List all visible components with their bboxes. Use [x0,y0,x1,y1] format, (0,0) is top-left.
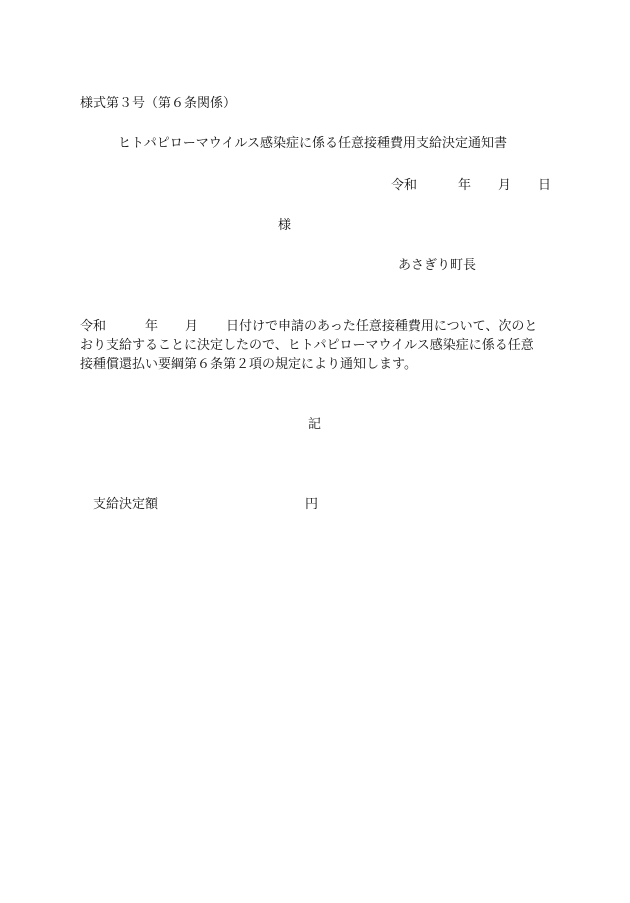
body-line-1 [0,320,630,336]
date-day-label: 日 [538,178,552,193]
body-era: 令和 [80,319,107,334]
date-era: 令和 [391,178,418,193]
document-title: ヒトパピローマウイルス感染症に係る任意接種費用支給決定通知書 [118,136,507,151]
amount-row [0,498,630,514]
body-line-2: おり支給することに決定したので、ヒトパピローマウイルス感染症に係る任意 [80,338,534,353]
amount-unit: 円 [305,497,319,512]
body-month-label: 月 [185,319,199,334]
form-number: 様式第３号（第６条関係） [80,96,237,111]
issuer-name: あさぎり町長 [398,258,477,273]
date-year-label: 年 [458,178,472,193]
amount-label: 支給決定額 [93,497,159,512]
body-year-label: 年 [145,319,159,334]
addressee-honorific: 様 [278,218,292,233]
body-line-3: 接種償還払い要綱第６条第２項の規定により通知します。 [80,357,417,372]
body-line-1-text: 日付けで申請のあった任意接種費用について、次のと [226,319,538,334]
record-heading: 記 [308,417,322,432]
date-month-label: 月 [498,178,512,193]
date-line [0,179,630,195]
